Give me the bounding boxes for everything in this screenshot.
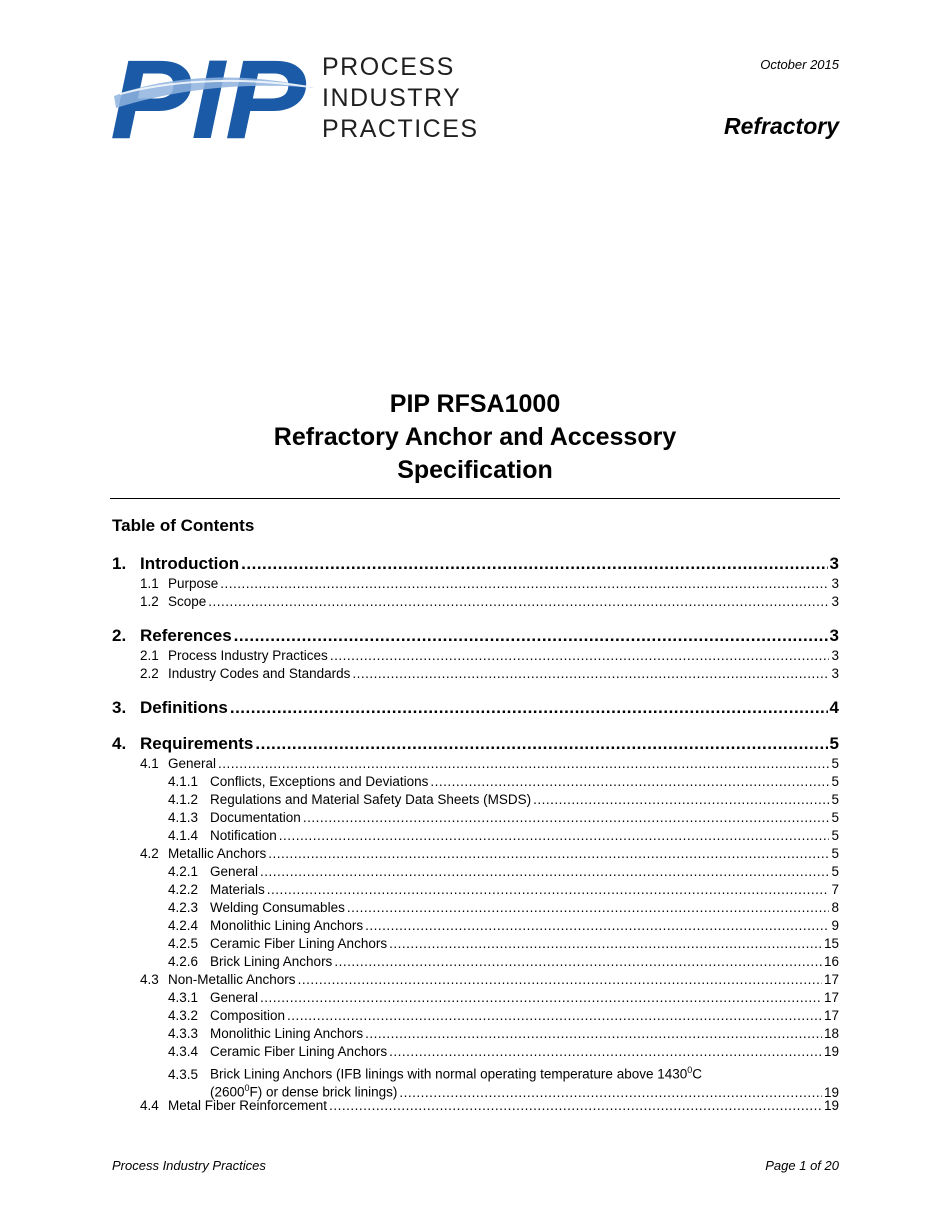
- toc-degree-sup: 0: [244, 1083, 250, 1093]
- toc-entry-3[interactable]: [112, 697, 839, 719]
- toc-leader: [365, 1025, 822, 1043]
- toc-page: 7: [831, 882, 839, 897]
- toc-entry-4-3-2[interactable]: [112, 1007, 839, 1025]
- toc-page: 19: [823, 1098, 839, 1113]
- toc-number: 4.4: [140, 1098, 159, 1113]
- toc-label: Definitions: [140, 698, 228, 717]
- toc-leader: [241, 553, 827, 575]
- title-divider: [110, 498, 840, 499]
- toc-label-part: (2600: [210, 1084, 245, 1100]
- toc-entry-4-1-4[interactable]: [112, 827, 839, 845]
- toc-leader: [330, 647, 830, 665]
- toc-page: 15: [823, 936, 839, 951]
- toc-page: 5: [831, 846, 839, 861]
- logo-word-3: PRACTICES: [322, 115, 479, 143]
- toc-entry-4-1-2[interactable]: [112, 791, 839, 809]
- toc-label-part: Brick Lining Anchors (IFB linings with normal operating temperature above 1430: [210, 1066, 688, 1082]
- toc-label: General: [168, 756, 217, 771]
- toc-leader: [389, 1043, 822, 1061]
- footer-organization: Process Industry Practices: [112, 1158, 266, 1173]
- toc-leader: [230, 697, 828, 719]
- toc-label: Scope: [168, 594, 207, 609]
- toc-leader: [303, 809, 830, 827]
- toc-label: Process Industry Practices: [168, 648, 328, 663]
- toc-label: Purpose: [168, 576, 219, 591]
- toc-number: 4.2.3: [168, 900, 199, 915]
- toc-page: 3: [831, 648, 839, 663]
- toc-number: 4.2.4: [168, 918, 199, 933]
- toc-number: 4.2.2: [168, 882, 199, 897]
- toc-page: 8: [831, 900, 839, 915]
- toc-label: Introduction: [140, 554, 240, 573]
- toc-label: Regulations and Material Safety Data Sheets (MSDS): [210, 792, 532, 807]
- toc-leader: [234, 625, 828, 647]
- toc-label: Brick Lining Anchors: [210, 954, 333, 969]
- title-line-1: PIP RFSA1000: [389, 390, 561, 418]
- toc-entry-4[interactable]: [112, 733, 839, 755]
- toc-page: 9: [831, 918, 839, 933]
- toc-entry-4-3-4[interactable]: [112, 1043, 839, 1061]
- toc-number: 4.2.1: [168, 864, 199, 879]
- toc-label-part: C: [692, 1066, 703, 1082]
- toc-entry-2-1[interactable]: [112, 647, 839, 665]
- toc-page: 5: [831, 828, 839, 843]
- toc-number: 4.1.4: [168, 828, 199, 843]
- toc-leader: [208, 593, 829, 611]
- toc-label: General: [210, 990, 259, 1005]
- toc-leader: [218, 755, 829, 773]
- toc-label: Monolithic Lining Anchors: [210, 918, 364, 933]
- toc-entry-1-1[interactable]: [112, 575, 839, 593]
- toc-leader: [267, 881, 830, 899]
- toc-page: 4: [829, 698, 839, 717]
- toc-page: 17: [823, 972, 839, 987]
- logo-word-2: INDUSTRY: [322, 84, 462, 112]
- toc-page: 3: [831, 594, 839, 609]
- toc-entry-4-1[interactable]: [112, 755, 839, 773]
- toc-leader: [430, 773, 829, 791]
- toc-number: 4.3: [140, 972, 159, 987]
- toc-entry-4-1-1[interactable]: [112, 773, 839, 791]
- toc-number: 2.2: [140, 666, 159, 681]
- toc-label: Ceramic Fiber Lining Anchors: [210, 936, 388, 951]
- toc-page: 5: [831, 810, 839, 825]
- toc-label: Composition: [210, 1008, 286, 1023]
- toc-entry-4-3-1[interactable]: [112, 989, 839, 1007]
- toc-leader: [365, 917, 829, 935]
- toc-page: 16: [823, 954, 839, 969]
- toc-entry-4-3-5[interactable]: [112, 1061, 839, 1082]
- toc-number: 4.3.2: [168, 1008, 199, 1023]
- toc-label: General: [210, 864, 259, 879]
- toc-number: 4.2: [140, 846, 159, 861]
- toc-number: 1.2: [140, 594, 159, 609]
- toc-leader: [268, 845, 829, 863]
- toc-entry-2-2[interactable]: [112, 665, 839, 683]
- toc-leader: [352, 665, 829, 683]
- toc-entry-4-2-6[interactable]: [112, 953, 839, 971]
- logo-word-1: PROCESS: [322, 53, 455, 81]
- toc-label: References: [140, 626, 232, 645]
- toc-number: 4.1: [140, 756, 159, 771]
- toc-label: Conflicts, Exceptions and Deviations: [210, 774, 429, 789]
- toc-number: 4.1.3: [168, 810, 199, 825]
- toc-page: 3: [831, 666, 839, 681]
- toc-page: 17: [823, 1008, 839, 1023]
- toc-label: Materials: [210, 882, 265, 897]
- toc-entry-4-2-2[interactable]: [112, 881, 839, 899]
- document-category: Refractory: [723, 113, 839, 139]
- title-line-2: Refractory Anchor and Accessory: [273, 423, 677, 451]
- toc-number: 4.1.2: [168, 792, 199, 807]
- toc-leader: [287, 1007, 822, 1025]
- toc-label: Requirements: [140, 734, 254, 753]
- toc-label: Monolithic Lining Anchors: [210, 1026, 364, 1041]
- toc-page: 18: [823, 1026, 839, 1041]
- toc-label: Industry Codes and Standards: [168, 666, 351, 681]
- toc-entry-4-3[interactable]: [112, 971, 839, 989]
- toc-page: 5: [829, 734, 839, 753]
- toc-leader: [298, 971, 822, 989]
- toc-number: 1.: [112, 554, 127, 573]
- toc-leader: [220, 575, 829, 593]
- toc-page: 5: [831, 774, 839, 789]
- toc-page: 5: [831, 864, 839, 879]
- pip-logo-letters: PIP: [110, 52, 307, 142]
- toc-number: 4.2.6: [168, 954, 199, 969]
- toc-entry-4-4[interactable]: [112, 1097, 839, 1115]
- toc-leader: [279, 827, 830, 845]
- toc-page: 5: [831, 756, 839, 771]
- toc-leader: [260, 863, 829, 881]
- toc-page: 17: [823, 990, 839, 1005]
- toc-number: 4.: [112, 734, 127, 753]
- publication-date: October 2015: [760, 57, 839, 72]
- toc-page: 19: [823, 1044, 839, 1059]
- toc-leader: [255, 733, 827, 755]
- toc-page: 3: [831, 576, 839, 591]
- footer-page-number: Page 1 of 20: [765, 1158, 839, 1173]
- toc-entry-4-3-3[interactable]: [112, 1025, 839, 1043]
- toc-entry-4-2-3[interactable]: [112, 899, 839, 917]
- toc-entry-4-2[interactable]: [112, 845, 839, 863]
- toc-entry-1-2[interactable]: [112, 593, 839, 611]
- toc-number: 4.2.5: [168, 936, 199, 951]
- toc-leader: [260, 989, 822, 1007]
- toc-leader: [533, 791, 829, 809]
- toc-number: 4.3.1: [168, 990, 199, 1005]
- toc-entry-4-2-1[interactable]: [112, 863, 839, 881]
- toc-entry-4-2-4[interactable]: [112, 917, 839, 935]
- title-line-3: Specification: [397, 456, 553, 484]
- toc-leader: [334, 953, 822, 971]
- toc-entry-4-2-5[interactable]: [112, 935, 839, 953]
- toc-number: 4.3.5: [168, 1066, 199, 1082]
- document-title: [0, 388, 950, 487]
- toc-heading: Table of Contents: [112, 516, 255, 535]
- toc-entry-2[interactable]: [112, 625, 839, 647]
- toc-leader: [347, 899, 830, 917]
- toc-label: Ceramic Fiber Lining Anchors: [210, 1044, 388, 1059]
- toc-leader: [329, 1097, 822, 1115]
- logo-wordmark: [322, 52, 479, 145]
- table-of-contents: [112, 553, 839, 1115]
- toc-label: Welding Consumables: [210, 900, 345, 915]
- toc-number: 4.3.4: [168, 1044, 199, 1059]
- toc-page: 3: [829, 626, 839, 645]
- toc-number: 3.: [112, 698, 127, 717]
- toc-page: 5: [831, 792, 839, 807]
- toc-label: Notification: [210, 828, 277, 843]
- toc-number: 1.1: [140, 576, 159, 591]
- toc-label-part: F) or dense brick linings): [249, 1084, 398, 1100]
- toc-entry-4-1-3[interactable]: [112, 809, 839, 827]
- toc-entry-1[interactable]: [112, 553, 839, 575]
- toc-page: 3: [829, 554, 839, 573]
- toc-leader: [389, 935, 822, 953]
- toc-number: 4.3.3: [168, 1026, 199, 1041]
- toc-label: Non-Metallic Anchors: [168, 972, 296, 987]
- toc-label: Metal Fiber Reinforcement: [168, 1098, 328, 1113]
- toc-degree-sup: 0: [687, 1065, 693, 1075]
- toc-number: 4.1.1: [168, 774, 199, 789]
- toc-label: Documentation: [210, 810, 301, 825]
- toc-number: 2.1: [140, 648, 159, 663]
- toc-number: 2.: [112, 626, 127, 645]
- toc-page: 19: [823, 1084, 839, 1100]
- toc-label: Metallic Anchors: [168, 846, 267, 861]
